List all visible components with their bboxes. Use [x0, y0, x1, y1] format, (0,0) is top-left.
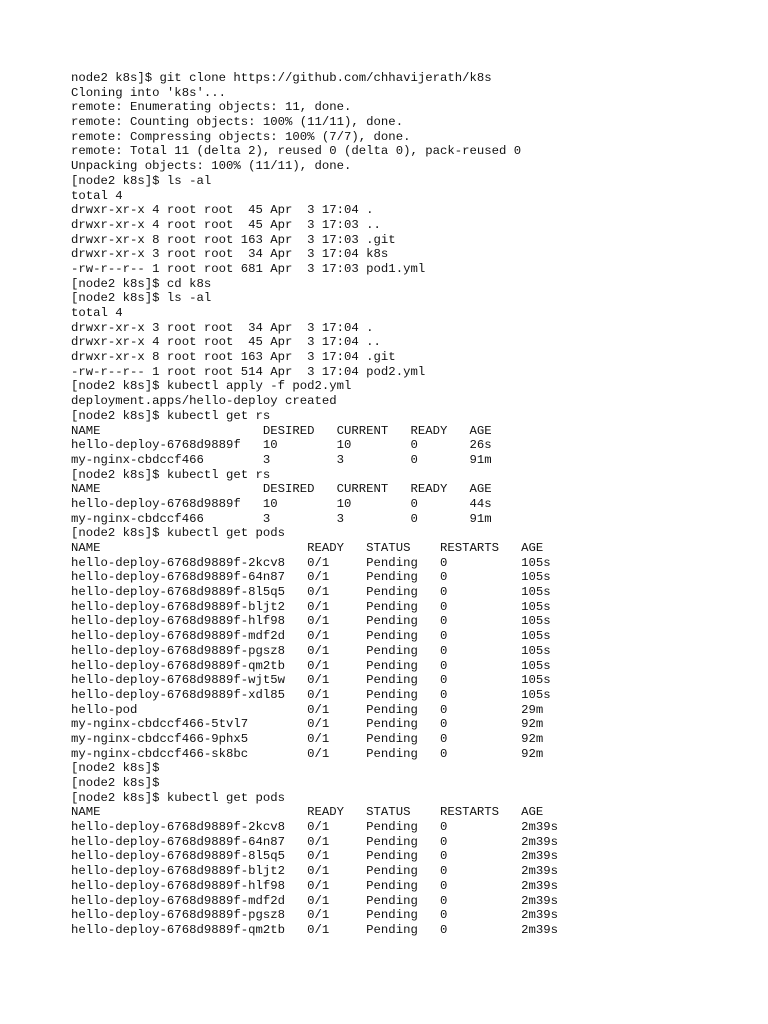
terminal-line: NAME DESIRED CURRENT READY AGE — [71, 423, 492, 438]
terminal-line: deployment.apps/hello-deploy created — [71, 394, 337, 409]
terminal-line: hello-deploy-6768d9889f-pgsz8 0/1 Pending 0 105s — [71, 643, 551, 658]
terminal-line: drwxr-xr-x 3 root root 34 Apr 3 17:04 k8s — [71, 247, 389, 262]
terminal-line: hello-deploy-6768d9889f-pgsz8 0/1 Pending 0 2m39s — [71, 908, 559, 923]
terminal-line: drwxr-xr-x 4 root root 45 Apr 3 17:04 . — [71, 203, 374, 218]
terminal-line: drwxr-xr-x 4 root root 45 Apr 3 17:04 .. — [71, 335, 381, 350]
terminal-line: hello-deploy-6768d9889f-qm2tb 0/1 Pending 0 2m39s — [71, 922, 559, 937]
terminal-line: hello-deploy-6768d9889f-xdl85 0/1 Pending 0 105s — [71, 687, 551, 702]
terminal-line: remote: Compressing objects: 100% (7/7), done. — [71, 129, 411, 144]
terminal-line: [node2 k8s]$ kubectl get pods — [71, 790, 286, 805]
terminal-line: remote: Total 11 (delta 2), reused 0 (delta 0), pack-reused 0 — [71, 144, 522, 159]
terminal-line: [node2 k8s]$ — [71, 761, 160, 776]
terminal-line: drwxr-xr-x 3 root root 34 Apr 3 17:04 . — [71, 320, 374, 335]
terminal-line: Cloning into 'k8s'... — [71, 85, 226, 100]
terminal-line: remote: Counting objects: 100% (11/11), done. — [71, 115, 404, 130]
terminal-line: drwxr-xr-x 8 root root 163 Apr 3 17:04 .git — [71, 350, 396, 365]
terminal-line: NAME DESIRED CURRENT READY AGE — [71, 482, 492, 497]
terminal-line: total 4 — [71, 188, 123, 203]
terminal-line: drwxr-xr-x 8 root root 163 Apr 3 17:03 .git — [71, 232, 396, 247]
terminal-line: [node2 k8s]$ ls -al — [71, 291, 212, 306]
terminal-line: hello-deploy-6768d9889f-mdf2d 0/1 Pending 0 2m39s — [71, 893, 559, 908]
terminal-line: my-nginx-cbdccf466-sk8bc 0/1 Pending 0 92m — [71, 746, 544, 761]
terminal-line: [node2 k8s]$ kubectl get rs — [71, 467, 271, 482]
terminal-line: my-nginx-cbdccf466-9phx5 0/1 Pending 0 92m — [71, 731, 544, 746]
terminal-line: my-nginx-cbdccf466 3 3 0 91m — [71, 511, 492, 526]
terminal-line: [node2 k8s]$ ls -al — [71, 173, 212, 188]
terminal-line: hello-deploy-6768d9889f-8l5q5 0/1 Pending 0 105s — [71, 585, 551, 600]
terminal-line: [node2 k8s]$ — [71, 776, 160, 790]
terminal-line: hello-deploy-6768d9889f-qm2tb 0/1 Pending 0 105s — [71, 658, 551, 673]
terminal-line: [node2 k8s]$ cd k8s — [71, 276, 212, 291]
terminal-line: NAME READY STATUS RESTARTS AGE — [71, 541, 544, 555]
terminal-line: my-nginx-cbdccf466-5tvl7 0/1 Pending 0 92m — [71, 717, 544, 732]
terminal-line: hello-pod 0/1 Pending 0 29m — [71, 702, 544, 717]
terminal-line: total 4 — [71, 306, 123, 320]
terminal-line: hello-deploy-6768d9889f-bljt2 0/1 Pending 0 2m39s — [71, 864, 559, 879]
terminal-line: hello-deploy-6768d9889f-64n87 0/1 Pending 0 2m39s — [71, 834, 559, 849]
terminal-line: hello-deploy-6768d9889f-hlf98 0/1 Pending 0 105s — [71, 614, 551, 629]
terminal-line: hello-deploy-6768d9889f 10 10 0 26s — [71, 438, 492, 453]
terminal-line: drwxr-xr-x 4 root root 45 Apr 3 17:03 .. — [71, 217, 381, 232]
terminal-line: hello-deploy-6768d9889f 10 10 0 44s — [71, 496, 492, 511]
terminal-line: hello-deploy-6768d9889f-64n87 0/1 Pending 0 105s — [71, 570, 551, 585]
terminal-line: -rw-r--r-- 1 root root 514 Apr 3 17:04 pod2.yml — [71, 364, 426, 379]
terminal-line: [node2 k8s]$ kubectl get rs — [71, 408, 271, 423]
terminal-line: [node2 k8s]$ kubectl apply -f pod2.yml — [71, 379, 352, 394]
terminal-line: hello-deploy-6768d9889f-hlf98 0/1 Pending 0 2m39s — [71, 878, 559, 893]
terminal-line: hello-deploy-6768d9889f-wjt5w 0/1 Pending 0 105s — [71, 673, 551, 688]
terminal-line: hello-deploy-6768d9889f-bljt2 0/1 Pending 0 105s — [71, 599, 551, 614]
terminal-line: hello-deploy-6768d9889f-8l5q5 0/1 Pending 0 2m39s — [71, 849, 559, 864]
terminal-line: -rw-r--r-- 1 root root 681 Apr 3 17:03 pod1.yml — [71, 261, 426, 276]
terminal-line: hello-deploy-6768d9889f-2kcv8 0/1 Pending 0 105s — [71, 555, 551, 570]
terminal-line: Unpacking objects: 100% (11/11), done. — [71, 159, 352, 174]
terminal-line: remote: Enumerating objects: 11, done. — [71, 100, 352, 115]
terminal-line: my-nginx-cbdccf466 3 3 0 91m — [71, 452, 492, 467]
terminal-line: [node2 k8s]$ kubectl get pods — [71, 526, 286, 541]
terminal-line: hello-deploy-6768d9889f-2kcv8 0/1 Pending 0 2m39s — [71, 820, 559, 835]
terminal-line: hello-deploy-6768d9889f-mdf2d 0/1 Pending 0 105s — [71, 629, 551, 644]
terminal-output — [71, 71, 731, 938]
terminal-line: NAME READY STATUS RESTARTS AGE — [71, 805, 544, 820]
terminal-line: node2 k8s]$ git clone https://github.com/chhavijerath/k8s — [71, 71, 492, 85]
